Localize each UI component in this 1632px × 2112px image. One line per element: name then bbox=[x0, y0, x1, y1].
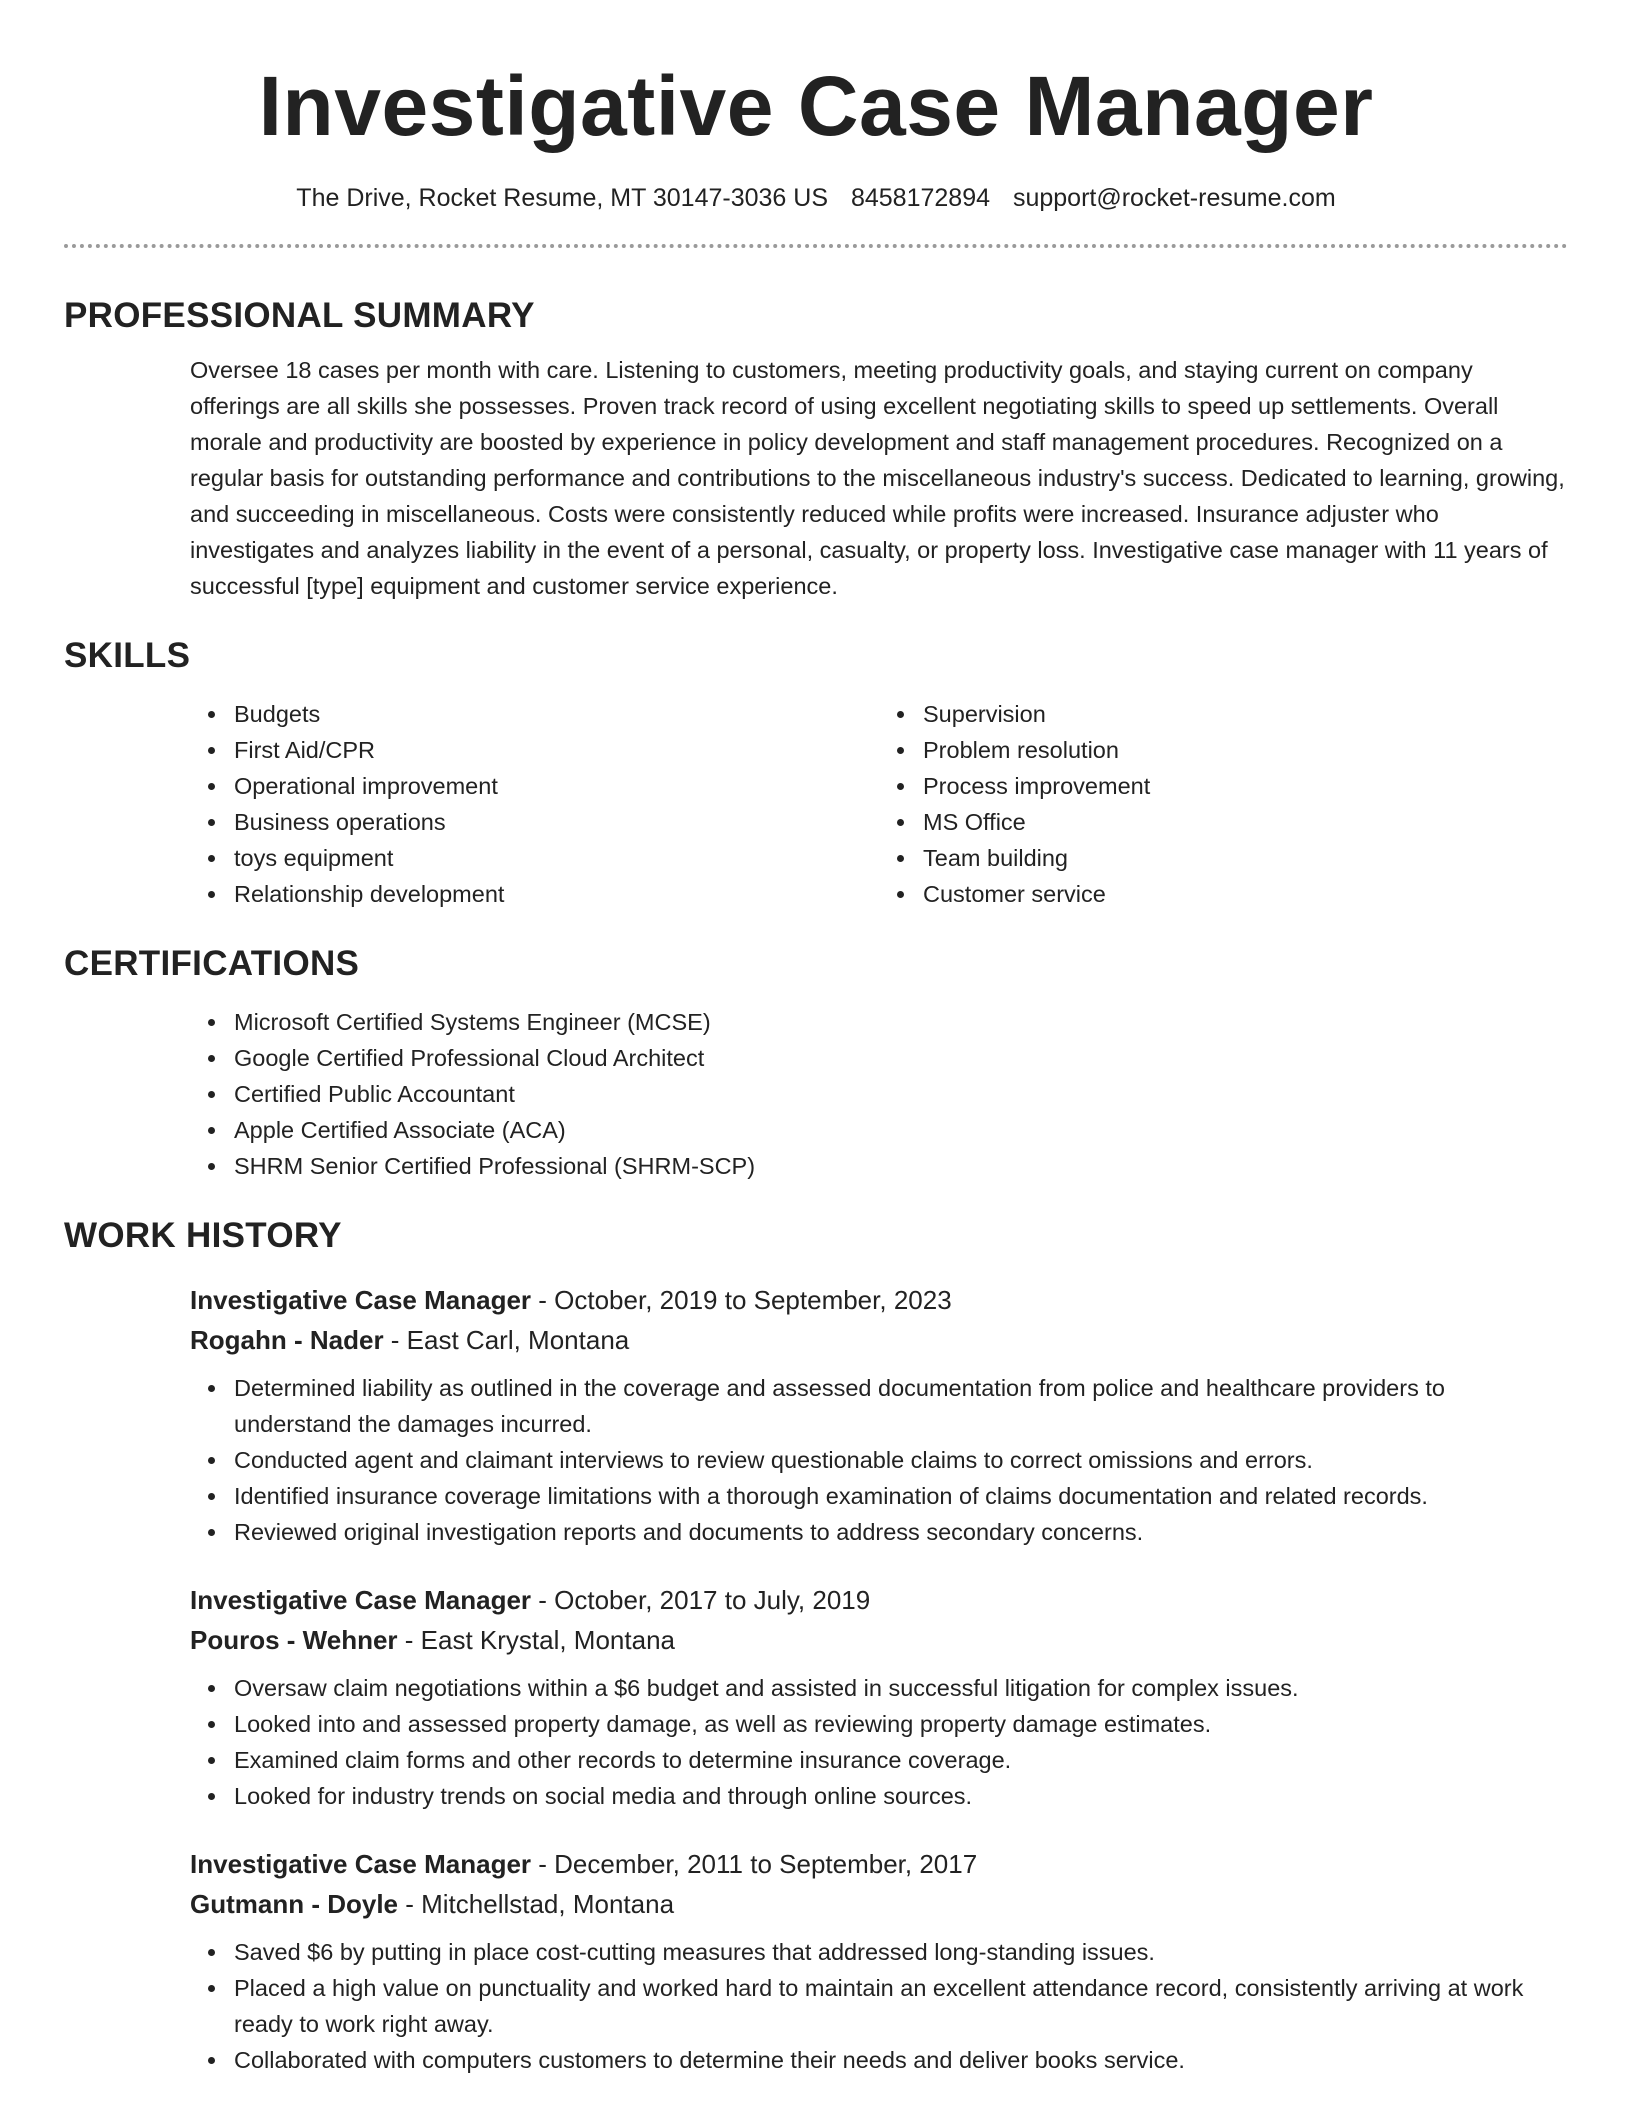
job-location: - East Carl, Montana bbox=[383, 1325, 630, 1355]
contact-address: The Drive, Rocket Resume, MT 30147-3036 US bbox=[296, 184, 829, 212]
job-bullet: Conducted agent and claimant interviews to review questionable claims to correct omissions and errors. bbox=[234, 1442, 1568, 1478]
skill-item: Operational improvement bbox=[234, 768, 879, 804]
job-bullet: Placed a high value on punctuality and worked hard to maintain an excellent attendance record, consistently arriving at work ready to work right away. bbox=[234, 1970, 1568, 2042]
job-bullet: Determined liability as outlined in the coverage and assessed documentation from police and healthcare providers to understand the damages incurred. bbox=[234, 1370, 1568, 1442]
skills-column-right bbox=[879, 696, 1568, 912]
skill-item: toys equipment bbox=[234, 840, 879, 876]
job-dates: - October, 2019 to September, 2023 bbox=[531, 1285, 952, 1315]
job-company-line bbox=[190, 1620, 1568, 1660]
certifications-heading: CERTIFICATIONS bbox=[64, 944, 360, 983]
skills-heading: SKILLS bbox=[64, 636, 191, 675]
skill-item: MS Office bbox=[923, 804, 1568, 840]
skill-item: Problem resolution bbox=[923, 732, 1568, 768]
job-dates: - October, 2017 to July, 2019 bbox=[531, 1585, 871, 1615]
summary-heading: PROFESSIONAL SUMMARY bbox=[64, 296, 535, 335]
job-entry bbox=[190, 1580, 1568, 1814]
header-divider bbox=[64, 244, 1568, 248]
resume-title: Investigative Case Manager bbox=[258, 59, 1374, 153]
skill-item: Team building bbox=[923, 840, 1568, 876]
skill-item: Customer service bbox=[923, 876, 1568, 912]
skills-column-left bbox=[190, 696, 879, 912]
job-title: Investigative Case Manager bbox=[190, 1585, 532, 1615]
certification-item: Google Certified Professional Cloud Architect bbox=[234, 1040, 1568, 1076]
job-company: Gutmann - Doyle bbox=[190, 1889, 399, 1919]
job-company: Rogahn - Nader bbox=[190, 1325, 384, 1355]
job-bullet: Looked for industry trends on social media and through online sources. bbox=[234, 1778, 1568, 1814]
job-entry bbox=[190, 1844, 1568, 2078]
job-title-line bbox=[190, 1580, 1568, 1620]
certification-item: Microsoft Certified Systems Engineer (MCSE) bbox=[234, 1004, 1568, 1040]
job-dates: - December, 2011 to September, 2017 bbox=[531, 1849, 978, 1879]
job-bullet: Examined claim forms and other records to determine insurance coverage. bbox=[234, 1742, 1568, 1778]
job-bullets bbox=[190, 1370, 1568, 1550]
job-entry bbox=[190, 1280, 1568, 1550]
job-bullet: Reviewed original investigation reports and documents to address secondary concerns. bbox=[234, 1514, 1568, 1550]
contact-phone: 8458172894 bbox=[850, 184, 991, 212]
job-title: Investigative Case Manager bbox=[190, 1285, 532, 1315]
job-title-line bbox=[190, 1280, 1568, 1320]
skill-item: Business operations bbox=[234, 804, 879, 840]
job-bullets bbox=[190, 1670, 1568, 1814]
summary-text: Oversee 18 cases per month with care. Listening to customers, meeting productivity goals, and staying current on company offerings are all skills she possesses. Proven track record of using excellent negotiating skills to speed up settlements. Overall morale and productivity are boosted by experience in policy development and staff management procedures. Recognized on a regular basis for outstanding performance and contributions to the miscellaneous industry's success. Dedicated to learning, growing, and succeeding in miscellaneous. Costs were consistently reduced while profits were increased. Insurance adjuster who investigates and analyzes liability in the event of a personal, casualty, or property loss. Investigative case manager with 11 years of successful [type] equipment and customer service experience. bbox=[190, 357, 1565, 599]
job-bullets bbox=[190, 1934, 1568, 2078]
certification-item: Apple Certified Associate (ACA) bbox=[234, 1112, 1568, 1148]
job-title: Investigative Case Manager bbox=[190, 1849, 532, 1879]
contact-line bbox=[64, 182, 1568, 214]
skill-item: Process improvement bbox=[923, 768, 1568, 804]
certifications-list bbox=[190, 1004, 1568, 1184]
skill-item: Budgets bbox=[234, 696, 879, 732]
job-title-line bbox=[190, 1844, 1568, 1884]
skill-item: Supervision bbox=[923, 696, 1568, 732]
job-bullet: Identified insurance coverage limitations with a thorough examination of claims documentation and related records. bbox=[234, 1478, 1568, 1514]
job-location: - Mitchellstad, Montana bbox=[398, 1889, 675, 1919]
work-history-heading: WORK HISTORY bbox=[64, 1216, 342, 1255]
job-company-line bbox=[190, 1884, 1568, 1924]
job-bullet: Collaborated with computers customers to determine their needs and deliver books service. bbox=[234, 2042, 1568, 2078]
job-bullet: Looked into and assessed property damage, as well as reviewing property damage estimates. bbox=[234, 1706, 1568, 1742]
skill-item: First Aid/CPR bbox=[234, 732, 879, 768]
contact-email: support@rocket-resume.com bbox=[1012, 184, 1336, 212]
certification-item: SHRM Senior Certified Professional (SHRM-SCP) bbox=[234, 1148, 1568, 1184]
job-bullet: Saved $6 by putting in place cost-cutting measures that addressed long-standing issues. bbox=[234, 1934, 1568, 1970]
job-location: - East Krystal, Montana bbox=[397, 1625, 675, 1655]
job-company: Pouros - Wehner bbox=[190, 1625, 398, 1655]
job-bullet: Oversaw claim negotiations within a $6 budget and assisted in successful litigation for complex issues. bbox=[234, 1670, 1568, 1706]
skill-item: Relationship development bbox=[234, 876, 879, 912]
job-company-line bbox=[190, 1320, 1568, 1360]
certification-item: Certified Public Accountant bbox=[234, 1076, 1568, 1112]
skills-list bbox=[190, 696, 1568, 912]
